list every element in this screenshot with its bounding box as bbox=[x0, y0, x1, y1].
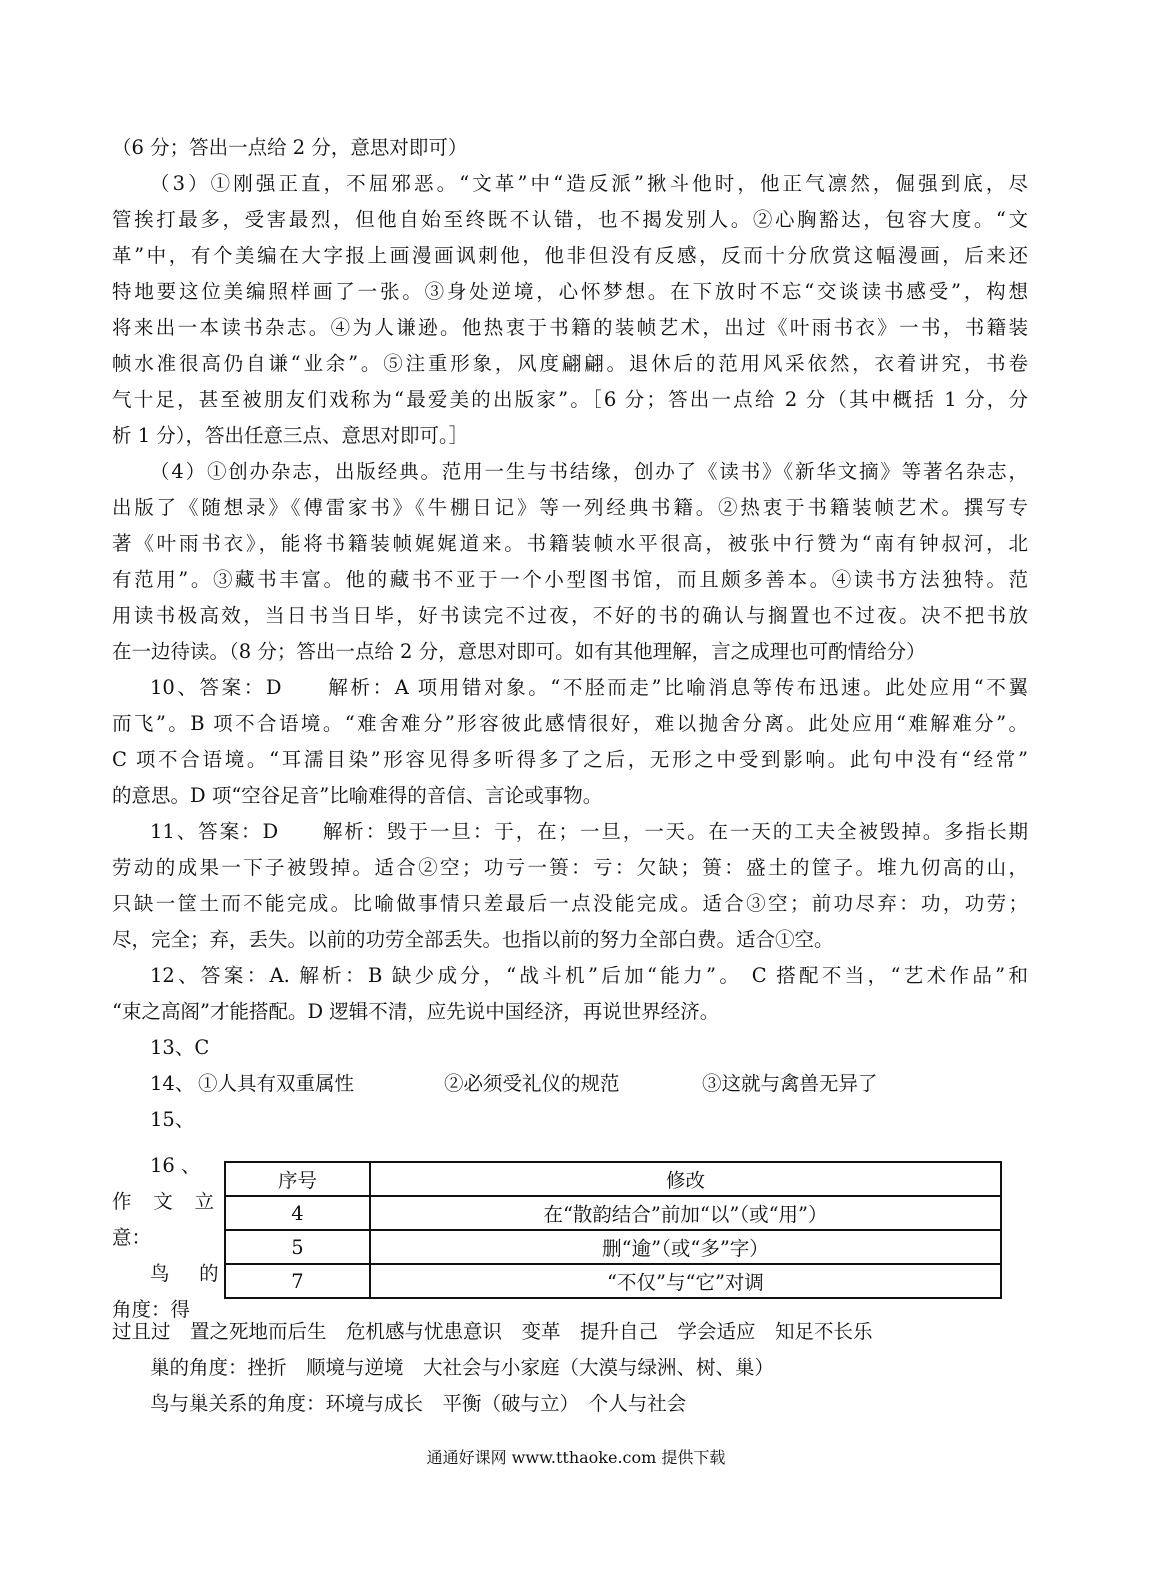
table-cell: 5 bbox=[225, 1230, 370, 1264]
text-line: 11、答案：D 解析：毁于一旦：于，在；一旦，一天。在一天的工夫全被毁掉。多指长期 bbox=[150, 820, 1028, 843]
text-line: （4）①创办杂志，出版经典。范用一生与书结缘，创办了《读书》《新华文摘》等著名杂志， bbox=[150, 460, 1028, 483]
text-line: 革”中，有个美编在大字报上画漫画讽刺他，他非但没有反感，反而十分欣赏这幅漫画，后来还 bbox=[112, 244, 1028, 267]
q15-number: 15、 bbox=[150, 1108, 195, 1131]
q16-number: 16 、 bbox=[150, 1154, 201, 1177]
q16-label: 意： bbox=[112, 1226, 152, 1249]
table-row bbox=[225, 1196, 1001, 1230]
text-line: 尽，完全；弃，丢失。以前的功劳全部丢失。也指以前的努力全部白费。适合①空。 bbox=[112, 928, 834, 951]
text-line: 出版了《随想录》《傅雷家书》《牛棚日记》等一列经典书籍。②热衷于书籍装帧艺术。撰写专 bbox=[112, 496, 1028, 519]
table-cell: 删“逾”（或“多”字） bbox=[370, 1230, 1001, 1264]
text-line: 气十足，甚至被朋友们戏称为“最爱美的出版家”。［6 分；答出一点给 2 分（其中概括 1 分，分 bbox=[112, 388, 1028, 411]
table-row bbox=[225, 1230, 1001, 1264]
table-cell: 在“散韵结合”前加“以”（或“用”） bbox=[370, 1196, 1001, 1230]
text-line: 巢的角度：挫折 顺境与逆境 大社会与小家庭（大漠与绿洲、树、巢） bbox=[150, 1356, 775, 1379]
text-line: 将来出一本读书杂志。④为人谦逊。他热衷于书籍的装帧艺术，出过《叶雨书衣》一书，书籍装 bbox=[112, 316, 1028, 339]
text-line: 著《叶雨书衣》，能将书籍装帧娓娓道来。书籍装帧水平很高，被张中行赞为“南有钟叔河，北 bbox=[112, 532, 1028, 555]
text-line: 在一边待读。（8 分；答出一点给 2 分，意思对即可。如有其他理解，言之成理也可酌情给分） bbox=[112, 640, 926, 663]
text-line: 管挨打最多，受害最烈，但他自始至终既不认错，也不揭发别人。②心胸豁达，包容大度。“文 bbox=[112, 208, 1028, 231]
text-line: 劳动的成果一下子被毁掉。适合②空；功亏一篑：亏：欠缺；篑：盛土的筐子。堆九仞高的山， bbox=[112, 856, 1028, 879]
text-line: 只缺一筐土而不能完成。比喻做事情只差最后一点没能完成。适合③空；前功尽弃：功，功劳； bbox=[112, 892, 1028, 915]
q16-label: 作 文 立 bbox=[112, 1190, 222, 1213]
table-header-cell: 修改 bbox=[370, 1162, 1001, 1196]
q16-label: 角度：得 bbox=[112, 1298, 191, 1321]
q14-answer-2: ②必须受礼仪的规范 bbox=[444, 1072, 620, 1095]
text-line: 10、答案：D 解析：A 项用错对象。“不胫而走”比喻消息等传布迅速。此处应用“不翼 bbox=[150, 676, 1028, 699]
text-line: （6 分；答出一点给 2 分，意思对即可） bbox=[112, 136, 468, 159]
q14-number: 14、 bbox=[150, 1072, 195, 1095]
text-line: 析 1 分），答出任意三点、意思对即可。］ bbox=[112, 424, 469, 447]
table-header-row bbox=[225, 1162, 1001, 1196]
table-cell: “不仅”与“它”对调 bbox=[370, 1264, 1001, 1298]
revision-table bbox=[224, 1161, 1002, 1299]
text-line: 用读书极高效，当日书当日毕，好书读完不过夜，不好的书的确认与搁置也不过夜。决不把书放 bbox=[112, 604, 1028, 627]
text-line: 的意思。D 项“空谷足音”比喻难得的音信、言论或事物。 bbox=[112, 784, 603, 807]
text-line: C 项不合语境。“耳濡目染”形容见得多听得多了之后，无形之中受到影响。此句中没有“经常” bbox=[112, 748, 1028, 771]
text-line: 而飞”。B 项不合语境。“难舍难分”形容彼此感情很好，难以抛舍分离。此处应用“难解难分”。 bbox=[112, 712, 1028, 735]
text-line: 帧水准很高仍自谦“业余”。⑤注重形象，风度翩翩。退休后的范用风采依然，衣着讲究，书卷 bbox=[112, 352, 1028, 375]
text-line: 过且过 置之死地而后生 危机感与忧患意识 变革 提升自己 学会适应 知足不长乐 bbox=[112, 1320, 873, 1343]
text-line: 特地要这位美编照样画了一张。③身处逆境，心怀梦想。在下放时不忘“交谈读书感受”，构想 bbox=[112, 280, 1028, 303]
table-cell: 7 bbox=[225, 1264, 370, 1298]
text-line: “束之高阁”才能搭配。D 逻辑不清，应先说中国经济，再说世界经济。 bbox=[112, 1000, 720, 1023]
text-line: 鸟与巢关系的角度：环境与成长 平衡（破与立） 个人与社会 bbox=[150, 1392, 687, 1415]
text-line: 有范用”。③藏书丰富。他的藏书不亚于一个小型图书馆，而且颇多善本。④读书方法独特。范 bbox=[112, 568, 1028, 591]
table-cell: 4 bbox=[225, 1196, 370, 1230]
text-line: 12、答案：A. 解析：B 缺少成分，“战斗机”后加“能力”。 C 搭配不当，“艺术作品”和 bbox=[150, 964, 1028, 987]
text-line: （3）①刚强正直，不屈邪恶。“文革”中“造反派”揪斗他时，他正气凛然，倔强到底，尽 bbox=[150, 172, 1028, 195]
q14-answer-3: ③这就与禽兽无异了 bbox=[702, 1072, 878, 1095]
table-header-cell: 序号 bbox=[225, 1162, 370, 1196]
q16-label: 鸟 的 bbox=[150, 1262, 231, 1285]
text-line: 13、C bbox=[150, 1036, 210, 1059]
q14-answer-1: ①人具有双重属性 bbox=[198, 1072, 355, 1095]
table-row bbox=[225, 1264, 1001, 1298]
page-footer: 通通好课网 www.tthaoke.com 提供下载 bbox=[426, 1448, 726, 1467]
